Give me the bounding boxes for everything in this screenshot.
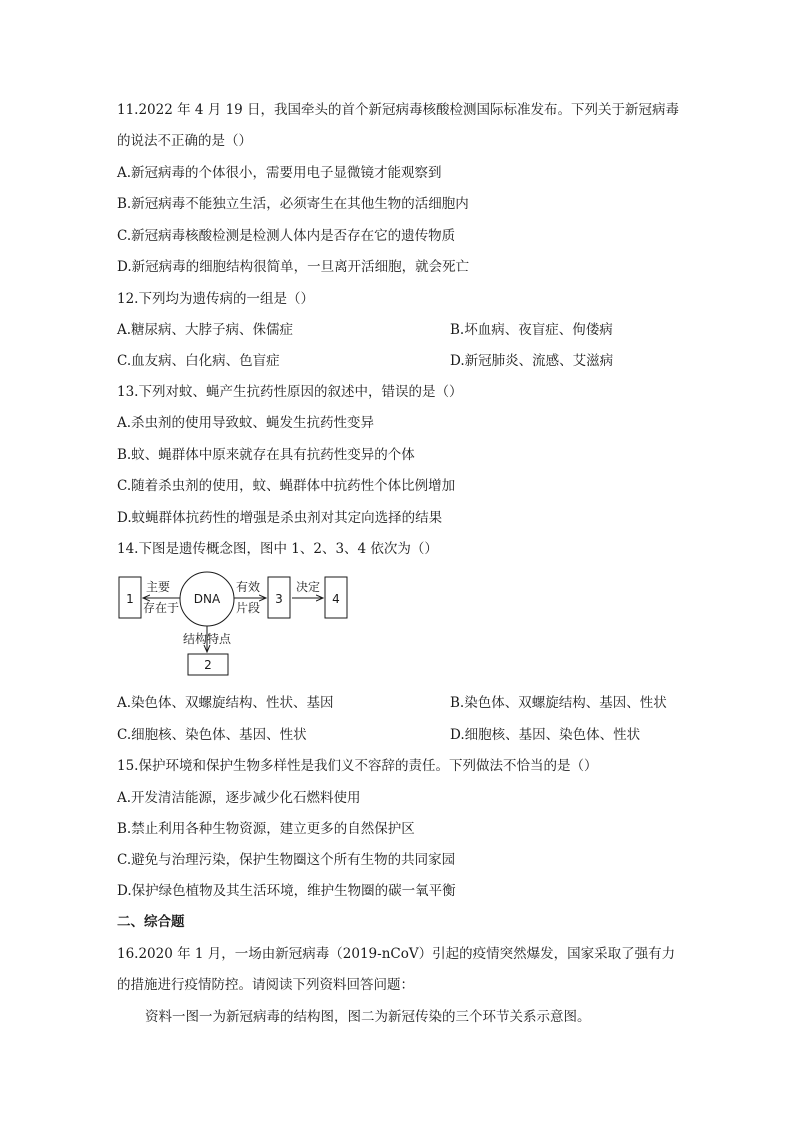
q11-option-d: D.新冠病毒的细胞结构很简单，一旦离开活细胞，就会死亡 bbox=[117, 259, 470, 275]
q12-stem: 12.下列均为遗传病的一组是（） bbox=[117, 291, 314, 307]
q15-option-c: C.避免与治理污染，保护生物圈这个所有生物的共同家园 bbox=[117, 852, 456, 868]
q15-option-d: D.保护绿色植物及其生活环境，维护生物圈的碳一氧平衡 bbox=[117, 883, 456, 899]
box-3-label: 3 bbox=[275, 592, 283, 606]
box-2-label: 2 bbox=[204, 658, 212, 672]
label-main: 主要 bbox=[145, 580, 171, 594]
q14-stem: 14.下图是遗传概念图，图中 1、2、3、4 依次为（） bbox=[117, 541, 438, 557]
q16-stem-line1: 16.2020 年 1 月，一场由新冠病毒（2019-nCoV）引起的疫情突然爆发，国家采取了强有力 bbox=[117, 946, 676, 962]
q11-option-a: A.新冠病毒的个体很小，需要用电子显微镜才能观察到 bbox=[117, 165, 442, 181]
q14-option-b: B.染色体、双螺旋结构、基因、性状 bbox=[450, 695, 667, 711]
label-decides: 决定 bbox=[295, 580, 321, 594]
label-segment: 片段 bbox=[235, 601, 261, 615]
q14-option-c: C.细胞核、染色体、基因、性状 bbox=[117, 727, 307, 743]
q13-option-a: A.杀虫剂的使用导致蚊、蝇发生抗药性变异 bbox=[117, 415, 375, 431]
label-exists-in: 存在于 bbox=[142, 601, 180, 615]
q15-option-a: A.开发清洁能源，逐步减少化石燃料使用 bbox=[117, 790, 361, 806]
q12-option-a: A.糖尿病、大脖子病、侏儒症 bbox=[117, 322, 294, 338]
q13-option-b: B.蚊、蝇群体中原来就存在具有抗药性变异的个体 bbox=[117, 447, 415, 463]
q16-material: 资料一图一为新冠病毒的结构图，图二为新冠传染的三个环节关系示意图。 bbox=[145, 1009, 591, 1025]
q15-option-b: B.禁止利用各种生物资源，建立更多的自然保护区 bbox=[117, 821, 415, 837]
box-4-label: 4 bbox=[332, 592, 340, 606]
q13-stem: 13.下列对蚊、蝇产生抗药性原因的叙述中，错误的是（） bbox=[117, 384, 463, 400]
label-effective: 有效 bbox=[235, 580, 261, 594]
q14-option-d: D.细胞核、基因、染色体、性状 bbox=[450, 727, 641, 743]
q11-stem-line1: 11.2022 年 4 月 19 日，我国牵头的首个新冠病毒核酸检测国际标准发布。下列关于新冠病毒 bbox=[117, 102, 680, 118]
dna-label: DNA bbox=[193, 592, 221, 606]
q14-option-a: A.染色体、双螺旋结构、性状、基因 bbox=[117, 695, 334, 711]
q13-option-d: D.蚊蝇群体抗药性的增强是杀虫剂对其定向选择的结果 bbox=[117, 510, 443, 526]
q12-option-d: D.新冠肺炎、流感、艾滋病 bbox=[450, 353, 614, 369]
q11-stem-line2: 的说法不正确的是（） bbox=[117, 133, 252, 149]
label-structure: 结构特点 bbox=[182, 632, 232, 646]
q12-option-c: C.血友病、白化病、色盲症 bbox=[117, 353, 280, 369]
q13-option-c: C.随着杀虫剂的使用，蚊、蝇群体中抗药性个体比例增加 bbox=[117, 478, 456, 494]
q11-option-b: B.新冠病毒不能独立生活，必须寄生在其他生物的活细胞内 bbox=[117, 196, 469, 212]
genetics-concept-diagram bbox=[112, 570, 372, 682]
q11-option-c: C.新冠病毒核酸检测是检测人体内是否存在它的遗传物质 bbox=[117, 228, 456, 244]
q15-stem: 15.保护环境和保护生物多样性是我们义不容辞的责任。下列做法不恰当的是（） bbox=[117, 758, 598, 774]
box-1-label: 1 bbox=[126, 592, 134, 606]
q16-stem-line2: 的措施进行疫情防控。请阅读下列资料回答问题： bbox=[117, 977, 414, 993]
q12-option-b: B.坏血病、夜盲症、佝偻病 bbox=[450, 322, 613, 338]
section-heading: 二、综合题 bbox=[117, 914, 185, 930]
